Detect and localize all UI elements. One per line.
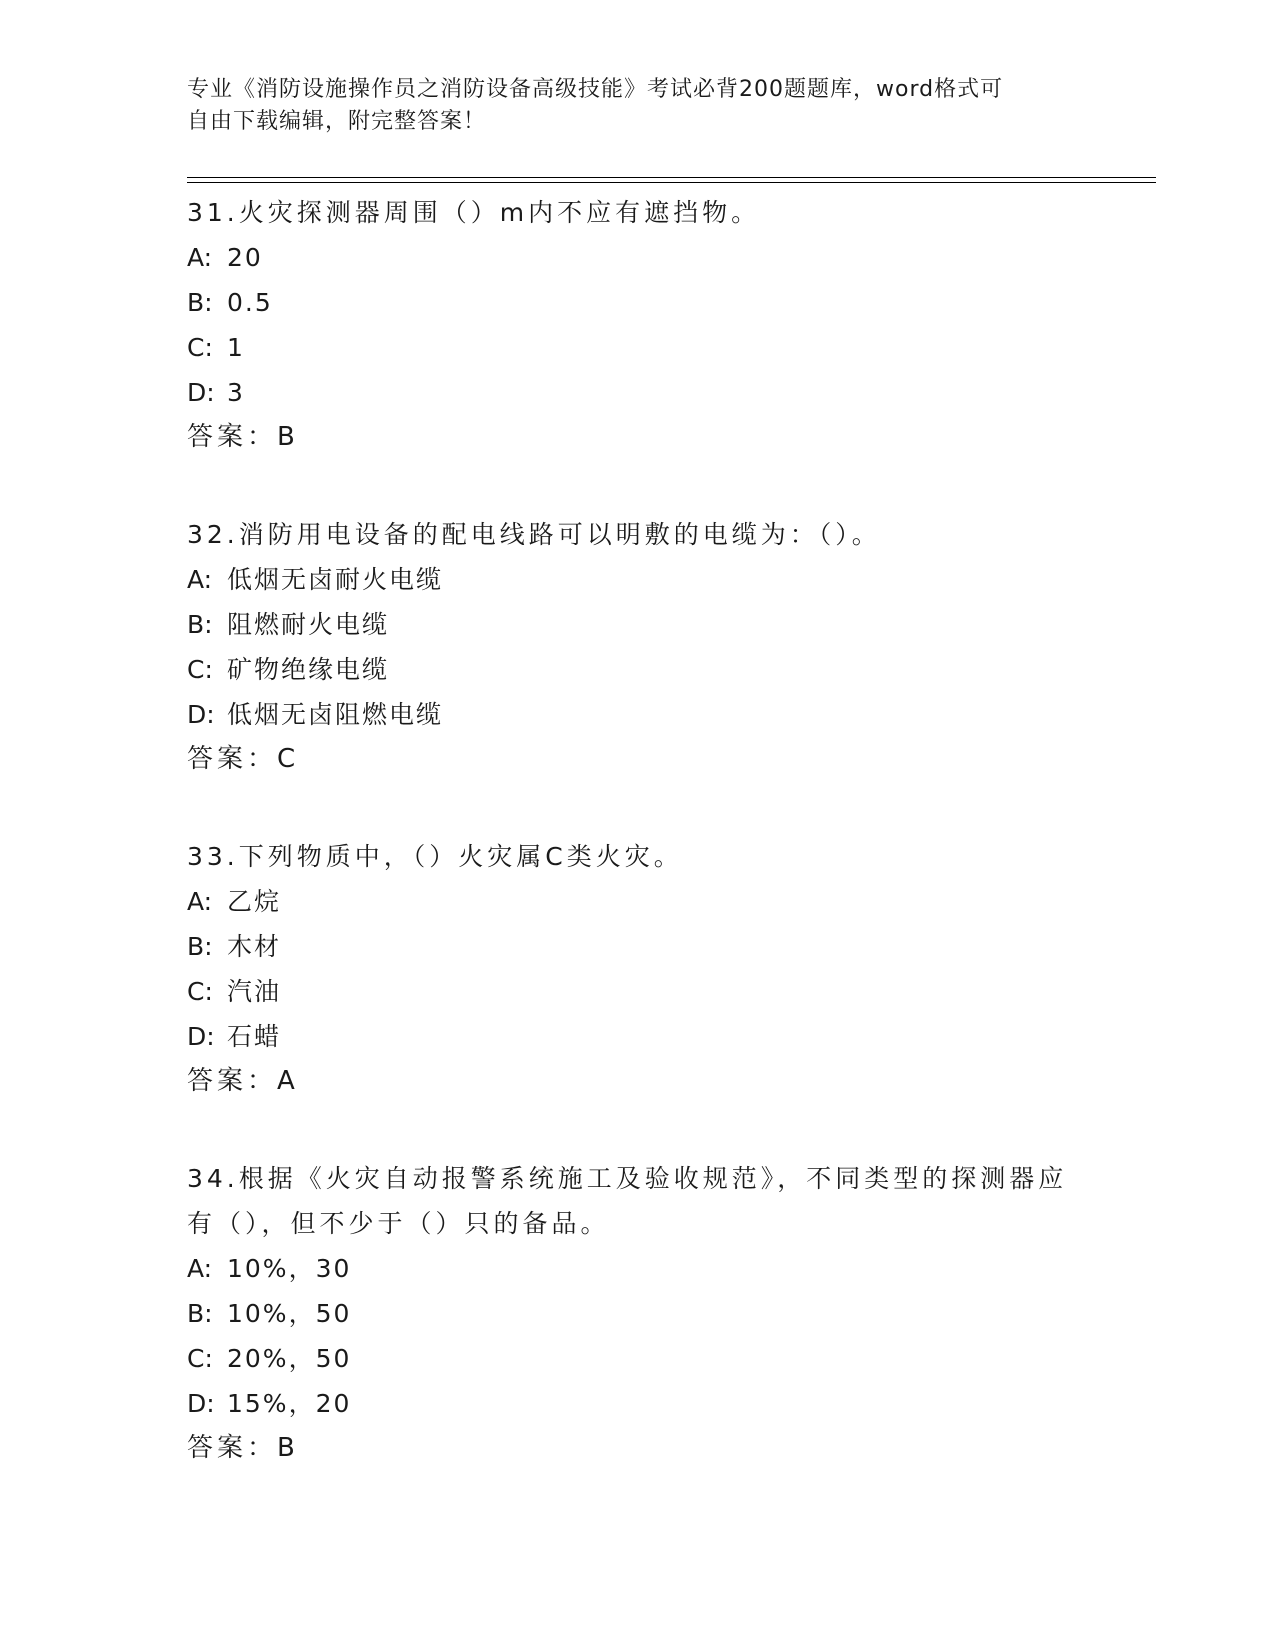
answer-value: B xyxy=(277,1433,296,1463)
option-letter: C: xyxy=(187,655,213,684)
option-text: 汽油 xyxy=(227,977,282,1006)
answer-label: 答案： xyxy=(187,744,278,774)
option-b xyxy=(187,924,1087,969)
option-letter: C: xyxy=(187,333,213,362)
option-text: 木材 xyxy=(227,932,282,961)
option-letter: D: xyxy=(187,1022,215,1051)
option-b xyxy=(187,1291,1087,1336)
option-text: 1 xyxy=(227,333,245,362)
option-letter: B: xyxy=(187,932,213,961)
answer-value: B xyxy=(277,422,296,452)
option-text: 0.5 xyxy=(227,288,273,317)
answer-line xyxy=(187,1426,1087,1471)
option-text: 阻燃耐火电缆 xyxy=(227,610,390,639)
option-letter: A: xyxy=(187,1254,213,1283)
answer-value: A xyxy=(277,1066,296,1096)
header-line-1: 专业《消防设施操作员之消防设备高级技能》考试必背200题题库，word格式可 xyxy=(187,77,1004,102)
question-32 xyxy=(187,512,1087,782)
answer-line xyxy=(187,1059,1087,1104)
option-c xyxy=(187,1336,1087,1381)
header-divider-bottom xyxy=(187,182,1156,183)
option-a xyxy=(187,557,1087,602)
option-text: 10%，30 xyxy=(227,1254,352,1283)
option-text: 10%，50 xyxy=(227,1299,352,1328)
answer-value: C xyxy=(277,744,297,774)
answer-label: 答案： xyxy=(187,422,278,452)
option-letter: A: xyxy=(187,243,213,272)
option-text: 低烟无卤阻燃电缆 xyxy=(227,700,444,729)
document-header xyxy=(187,74,1087,138)
option-letter: D: xyxy=(187,378,215,407)
header-line-2: 自由下载编辑，附完整答案！ xyxy=(187,109,487,134)
question-stem: 31.火灾探测器周围（）m内不应有遮挡物。 xyxy=(187,198,761,227)
option-letter: A: xyxy=(187,565,213,594)
question-34 xyxy=(187,1156,1087,1471)
option-d xyxy=(187,1381,1087,1426)
answer-label: 答案： xyxy=(187,1066,278,1096)
option-b xyxy=(187,602,1087,647)
option-letter: C: xyxy=(187,1344,213,1373)
option-letter: B: xyxy=(187,1299,213,1328)
option-letter: A: xyxy=(187,887,213,916)
option-text: 矿物绝缘电缆 xyxy=(227,655,390,684)
option-d xyxy=(187,370,1087,415)
option-text: 20 xyxy=(227,243,263,272)
option-c xyxy=(187,969,1087,1014)
option-text: 20%，50 xyxy=(227,1344,352,1373)
option-text: 3 xyxy=(227,378,245,407)
option-text: 乙烷 xyxy=(227,887,282,916)
option-letter: D: xyxy=(187,1389,215,1418)
question-stem: 34.根据《火灾自动报警系统施工及验收规范》，不同类型的探测器应有（），但不少于（）只的备品。 xyxy=(187,1164,1068,1238)
question-33 xyxy=(187,834,1087,1104)
option-c xyxy=(187,325,1087,370)
option-letter: B: xyxy=(187,610,213,639)
option-letter: D: xyxy=(187,700,215,729)
option-text: 石蜡 xyxy=(227,1022,282,1051)
option-c xyxy=(187,647,1087,692)
answer-line xyxy=(187,415,1087,460)
option-text: 低烟无卤耐火电缆 xyxy=(227,565,444,594)
question-stem: 32.消防用电设备的配电线路可以明敷的电缆为：（）。 xyxy=(187,520,881,549)
option-a xyxy=(187,1246,1087,1291)
option-text: 15%，20 xyxy=(227,1389,352,1418)
question-31 xyxy=(187,190,1087,460)
question-stem: 33.下列物质中，（）火灾属C类火灾。 xyxy=(187,842,683,871)
answer-label: 答案： xyxy=(187,1433,278,1463)
option-a xyxy=(187,235,1087,280)
question-list xyxy=(187,190,1087,1523)
option-a xyxy=(187,879,1087,924)
option-d xyxy=(187,1014,1087,1059)
option-letter: C: xyxy=(187,977,213,1006)
option-letter: B: xyxy=(187,288,213,317)
header-divider-top xyxy=(187,177,1156,178)
option-b xyxy=(187,280,1087,325)
option-d xyxy=(187,692,1087,737)
answer-line xyxy=(187,737,1087,782)
